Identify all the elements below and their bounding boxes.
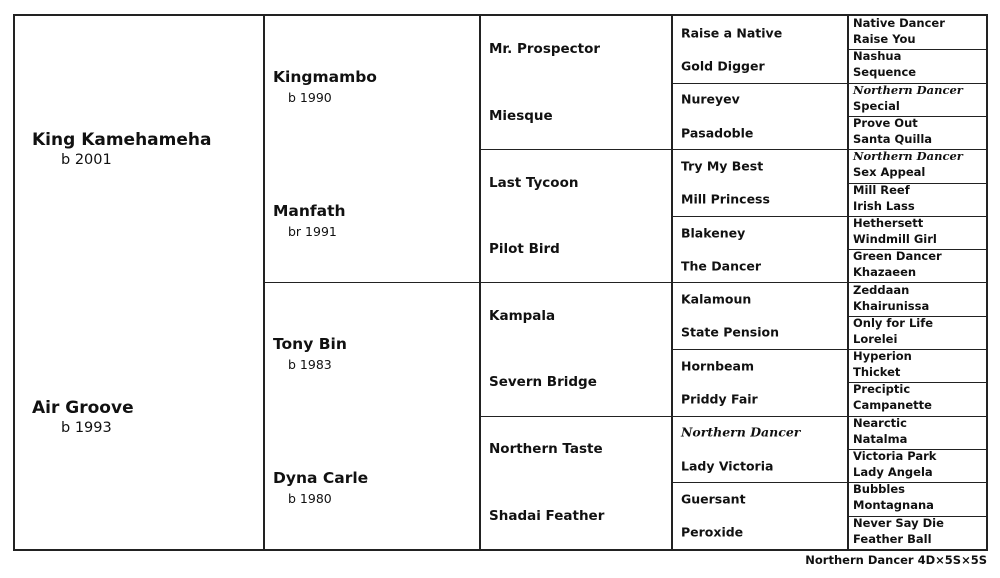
generation-3-cell [481, 149, 673, 216]
generation-4-cell [673, 382, 849, 415]
sire-line-name: Northern Dancer [853, 82, 963, 97]
horse-name: Pasadoble [681, 125, 754, 141]
horse-name: Kalamoun [681, 291, 752, 307]
horse-name: Kingmambo [273, 68, 377, 86]
horse-name: The Dancer [681, 258, 762, 274]
generation-5-cell [849, 349, 990, 382]
horse-name: Shadai Feather [489, 507, 605, 524]
horse-name: Last Tycoon [489, 174, 579, 191]
sire-line-name: Zeddaan [853, 282, 910, 297]
horse-year: b 1990 [288, 90, 332, 105]
inbreeding-footnote: Northern Dancer 4D×5S×5S [805, 553, 987, 567]
generation-4-cell [673, 349, 849, 382]
generation-4-cell [673, 149, 849, 182]
horse-name: Severn Bridge [489, 374, 597, 391]
sire-line-name: Nearctic [853, 415, 907, 430]
generation-5-cell [849, 49, 990, 82]
generation-2-cell [265, 16, 481, 282]
horse-name: Priddy Fair [681, 391, 758, 407]
dam-line-name: Natalma [853, 431, 908, 446]
generation-5-cell [849, 516, 990, 549]
generation-4-cell [673, 116, 849, 149]
horse-name: Northern Taste [489, 441, 603, 458]
dam-line-name: Campanette [853, 398, 932, 413]
sire-line-name: Northern Dancer [853, 149, 963, 164]
generation-4-cell [673, 183, 849, 216]
horse-name: Miesque [489, 107, 553, 124]
generation-3-cell [481, 416, 673, 483]
generation-5-cell [849, 149, 990, 182]
horse-year: br 1991 [288, 224, 337, 239]
generation-3-cell [481, 283, 673, 350]
horse-name: Peroxide [681, 524, 744, 540]
horse-name: Pilot Bird [489, 241, 560, 258]
generation-4-cell [673, 16, 849, 49]
dam-line-name: Thicket [853, 365, 901, 380]
horse-name: Northern Dancer [681, 424, 801, 440]
generation-3-cell [481, 83, 673, 150]
generation-4-cell [673, 416, 849, 449]
generation-5-cell [849, 183, 990, 216]
horse-name: Nureyev [681, 91, 740, 107]
dam-cell [15, 283, 265, 549]
horse-name: State Pension [681, 324, 779, 340]
generation-5-cell [849, 283, 990, 316]
generation-5-cell [849, 83, 990, 116]
sire-line-name: Hyperion [853, 349, 912, 364]
generation-2-cell [265, 283, 481, 549]
generation-4-cell [673, 482, 849, 515]
generation-5-cell [849, 316, 990, 349]
generation-4-cell [673, 83, 849, 116]
sire-line-name: Victoria Park [853, 449, 937, 464]
horse-name: Lady Victoria [681, 458, 774, 474]
sire-line-name: Only for Life [853, 315, 934, 330]
generation-5-cell [849, 449, 990, 482]
dam-name: Air Groove [32, 398, 134, 418]
dam-year: b 1993 [61, 420, 112, 436]
generation-4-cell [673, 216, 849, 249]
horse-name: Hornbeam [681, 358, 754, 374]
sire-cell [15, 16, 265, 283]
generation-4-cell [673, 249, 849, 282]
horse-name: Dyna Carle [273, 469, 369, 487]
dam-line-name: Special [853, 98, 900, 113]
dam-line-name: Irish Lass [853, 198, 915, 213]
sire-line-name: Bubbles [853, 482, 906, 497]
dam-line-name: Santa Quilla [853, 131, 933, 146]
generation-3-cell [481, 349, 673, 416]
generation-3-cell [481, 216, 673, 283]
dam-line-name: Khazaeen [853, 265, 917, 280]
generation-5-cell [849, 382, 990, 415]
dam-line-name: Windmill Girl [853, 231, 937, 246]
sire-line-name: Preciptic [853, 382, 911, 397]
dam-line-name: Lorelei [853, 331, 898, 346]
sire-name: King Kamehameha [32, 130, 212, 150]
sire-line-name: Native Dancer [853, 16, 945, 30]
dam-line-name: Sequence [853, 65, 917, 80]
generation-5-cell [849, 482, 990, 515]
dam-line-name: Raise You [853, 32, 916, 46]
horse-name: Tony Bin [273, 335, 347, 353]
generation-4-cell [673, 283, 849, 316]
sire-line-name: Green Dancer [853, 249, 942, 264]
dam-line-name: Lady Angela [853, 465, 933, 480]
horse-name: Raise a Native [681, 25, 783, 41]
horse-name: Kampala [489, 307, 556, 324]
generation-5-cell [849, 249, 990, 282]
horse-name: Blakeney [681, 225, 746, 241]
generation-5-cell [849, 116, 990, 149]
horse-year: b 1980 [288, 491, 332, 506]
dam-line-name: Khairunissa [853, 298, 930, 313]
generation-4-cell [673, 449, 849, 482]
horse-name: Try My Best [681, 158, 764, 174]
sire-line-name: Mill Reef [853, 182, 910, 197]
generation-3-cell [481, 16, 673, 83]
generation-4-cell [673, 49, 849, 82]
generation-5-cell [849, 16, 990, 49]
sire-line-name: Hethersett [853, 215, 924, 230]
generation-5-cell [849, 216, 990, 249]
horse-year: b 1983 [288, 357, 332, 372]
pedigree-table [13, 14, 988, 551]
horse-name: Manfath [273, 202, 346, 220]
generation-4-cell [673, 316, 849, 349]
horse-name: Guersant [681, 491, 746, 507]
sire-line-name: Prove Out [853, 115, 918, 130]
generation-3-cell [481, 482, 673, 549]
horse-name: Mill Princess [681, 191, 770, 207]
generation-4-cell [673, 516, 849, 549]
sire-line-name: Never Say Die [853, 515, 944, 530]
dam-line-name: Sex Appeal [853, 165, 926, 180]
horse-name: Mr. Prospector [489, 41, 601, 58]
horse-name: Gold Digger [681, 58, 765, 74]
generation-5-cell [849, 416, 990, 449]
dam-line-name: Montagnana [853, 498, 934, 513]
dam-line-name: Feather Ball [853, 531, 932, 546]
sire-line-name: Nashua [853, 49, 902, 64]
sire-year: b 2001 [61, 152, 112, 168]
